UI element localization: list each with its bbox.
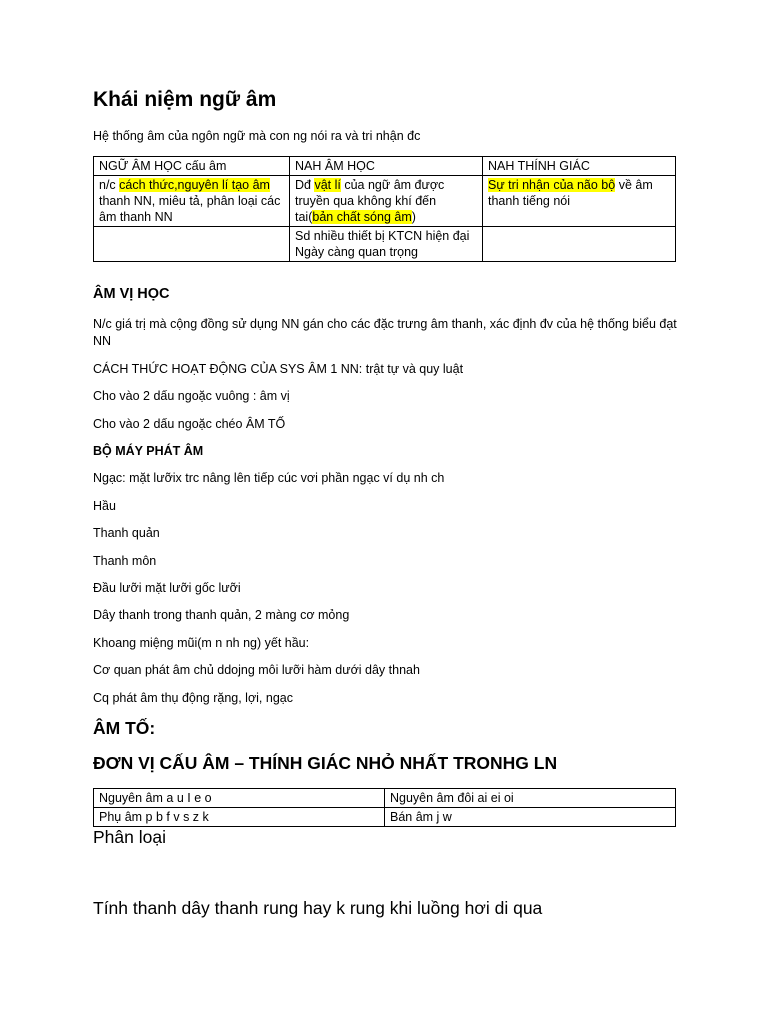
table-cell: Bán âm j w: [385, 808, 676, 827]
phonetics-table: [93, 156, 676, 262]
table-row: [94, 227, 676, 262]
section-heading: ĐƠN VỊ CẤU ÂM – THÍNH GIÁC NHỎ NHẤT TRONHG LN: [93, 753, 558, 773]
paragraph: Thanh môn: [93, 554, 157, 568]
phoneme-table: [93, 788, 676, 827]
table-row: [94, 808, 676, 827]
table-cell: NAH ÂM HỌC: [290, 157, 483, 176]
table-cell: NGỮ ÂM HỌC cấu âm: [94, 157, 290, 176]
section-heading: ÂM VỊ HỌC: [93, 286, 170, 302]
paragraph: CÁCH THỨC HOẠT ĐỘNG CỦA SYS ÂM 1 NN: trật tự và quy luật: [93, 362, 464, 376]
paragraph: Cơ quan phát âm chủ ddojng môi lưỡi hàm dưới dây thnah: [93, 663, 420, 677]
paragraph: Khoang miệng mũi(m n nh ng) yết hầu:: [93, 636, 310, 650]
page-title: Khái niệm ngữ âm: [93, 88, 277, 111]
paragraph: N/c giá trị mà cộng đồng sử dụng NN gán cho các đặc trưng âm thanh, xác định đv của hệ thống biểu đạt NN: [93, 317, 677, 348]
paragraph: Ngạc: mặt lưỡix trc nâng lên tiếp cúc vơi phần ngạc ví dụ nh ch: [93, 471, 445, 485]
paragraph: Phân loại: [93, 827, 166, 847]
table-cell: Nguyên âm đôi ai ei oi: [385, 789, 676, 808]
table-row: [94, 157, 676, 176]
table-cell: Sự tri nhận của não bộ về âm thanh tiếng nói: [483, 176, 676, 227]
table-row: [94, 789, 676, 808]
paragraph: Dây thanh trong thanh quản, 2 màng cơ mỏng: [93, 608, 350, 622]
paragraph: Cq phát âm thụ động rặng, lợi, ngạc: [93, 691, 293, 705]
paragraph: Hầu: [93, 499, 116, 513]
table-cell: n/c cách thức,nguyên lí tạo âm thanh NN, miêu tả, phân loại các âm thanh NN: [94, 176, 290, 227]
table-cell: [483, 227, 676, 262]
table-cell: Sd nhiều thiết bị KTCN hiện đại Ngày càng quan trọng: [290, 227, 483, 262]
table-cell: Phụ âm p b f v s z k: [94, 808, 385, 827]
table-cell: [94, 227, 290, 262]
subheading: BỘ MÁY PHÁT ÂM: [93, 444, 204, 458]
paragraph: Cho vào 2 dấu ngoặc vuông : âm vị: [93, 389, 290, 403]
intro-paragraph: Hệ thống âm của ngôn ngữ mà con ng nói ra và tri nhận đc: [93, 129, 421, 143]
table-row: [94, 176, 676, 227]
section-heading: ÂM TỐ:: [93, 718, 156, 738]
paragraph: Cho vào 2 dấu ngoặc chéo ÂM TỐ: [93, 417, 286, 431]
paragraph: Thanh quản: [93, 526, 160, 540]
table-cell: NAH THÍNH GIÁC: [483, 157, 676, 176]
paragraph: Tính thanh dây thanh rung hay k rung khi luồng hơi di qua: [93, 898, 543, 918]
table-cell: Dđ vật lí của ngữ âm được truyền qua không khí đến tai(bản chất sóng âm): [290, 176, 483, 227]
paragraph: Đầu lưỡi mặt lưỡi gốc lưỡi: [93, 581, 241, 595]
table-cell: Nguyên âm a u I e o: [94, 789, 385, 808]
